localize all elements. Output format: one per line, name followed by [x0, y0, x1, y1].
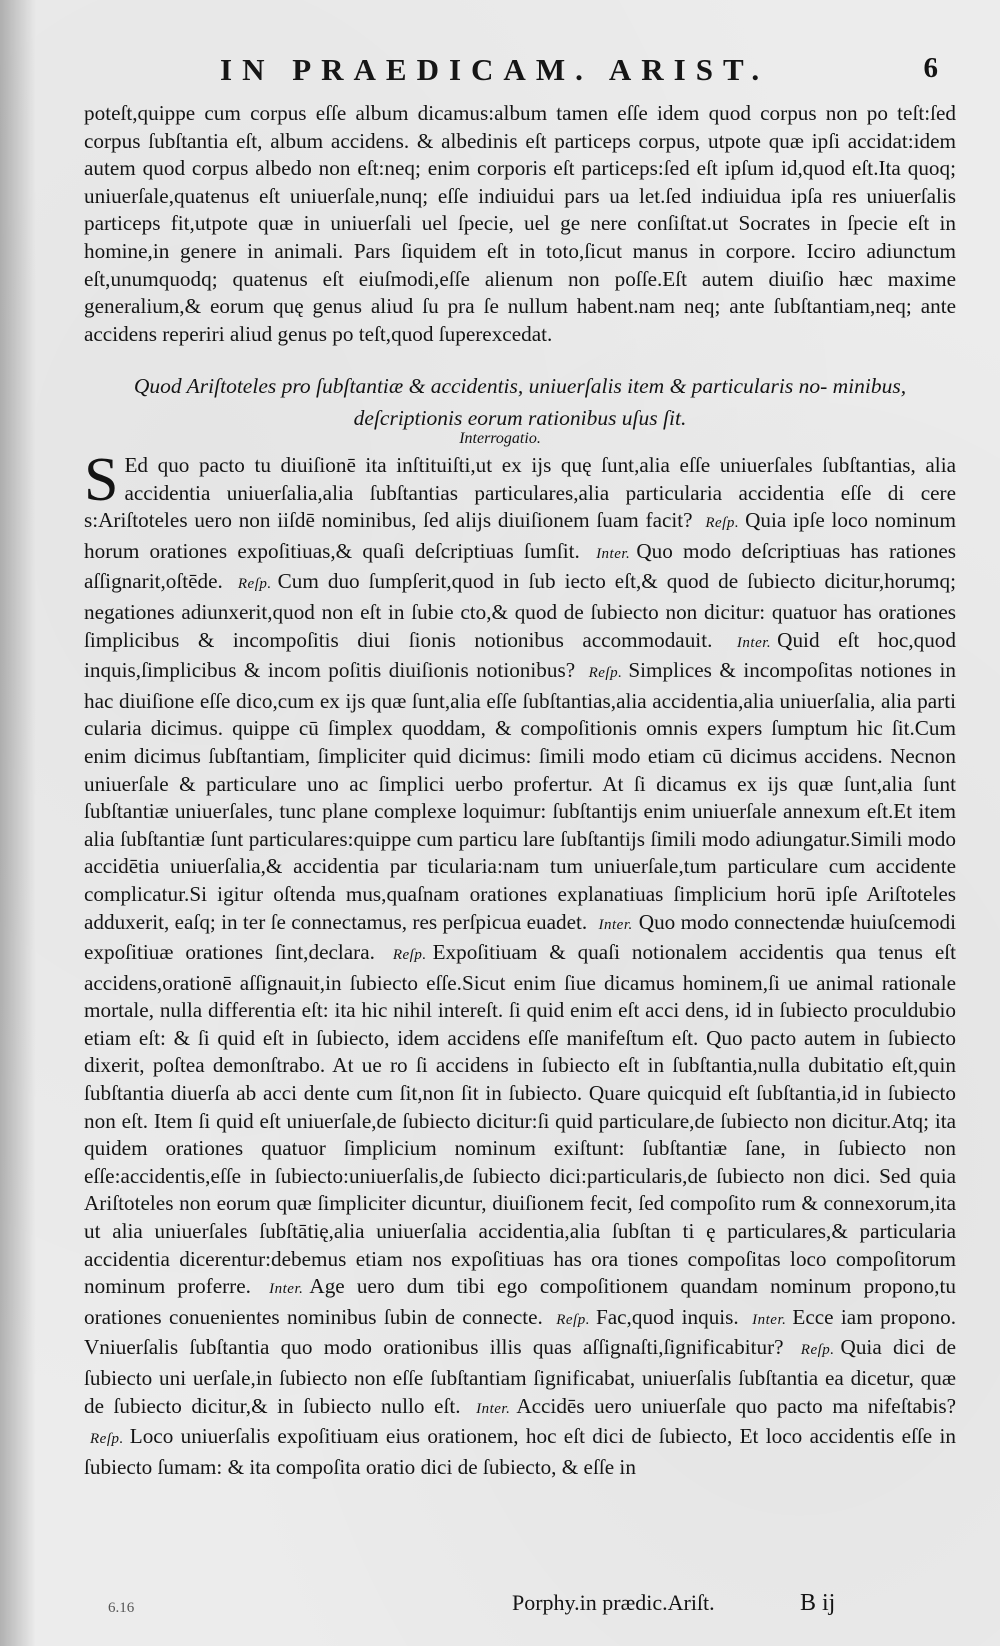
inter-label: Inter. — [736, 634, 772, 651]
dialogue-segment: Quia dici de ſubiecto uni uerſale,in ſubiecto non eſſe ſubſtantiam ſignificabat, uniuerſalis ſubſtantia ea dicetur, quæ de ſubiecto dicitur,& in ſubiecto nullo eſt. — [84, 1335, 956, 1418]
dialogue-segment: Ed quo pacto tu diuiſionē ita inſtituiſti,ut ex ijs quę ſunt,alia eſſe uniuerſales ſubſtantias, alia accidentia uniuerſalia,alia ſubſtantias particulares,alia particularia accidentia eſſe di cere s:Ariſtoteles uero non iiſdē nominibus, ſed alijs diuiſionem ſuam facit? — [84, 453, 956, 533]
dialogue-segment: Cum duo ſumpſerit,quod in ſub iecto eſt,& quod de ſubiecto dicitur,horumq; negationes adiunxerit,quod non eſt in ſubie cto,& quod de ſubiecto non dicitur: quatuor has orationes ſimplicibus & incompoſitis diui ſionis notionibus accommodauit. — [84, 569, 957, 652]
resp-label: Reſp. — [90, 1431, 124, 1448]
running-head: IN PRAEDICAM. ARIST. — [220, 52, 770, 87]
dialogue-segment: Quia ipſe loco nominum horum orationes expoſitiuas,& quaſi deſcriptiuas ſumſit. — [84, 508, 956, 563]
resp-label: Reſp. — [556, 1311, 590, 1328]
dialogue-segment: Accidēs uero uniuerſale quo pacto ma nifeſtabis? — [516, 1393, 956, 1418]
resp-label: Reſp. — [705, 515, 740, 532]
resp-label: Reſp. — [588, 665, 623, 682]
dialogue-text — [84, 446, 957, 1481]
resp-label: Reſp. — [800, 1342, 835, 1359]
folio-note: 6.16 — [108, 1600, 135, 1616]
inter-label: Inter. — [596, 545, 631, 562]
dialogue-segment: Quo modo connectendæ huiuſcemodi expoſitiuæ orationes ſint,declara. — [84, 909, 956, 965]
paragraph-text: poteſt,quippe cum corpus eſſe album dicamus:album tamen eſſe idem quod corpus non po teſt:ſed corpus ſubſtantia eſt, album accidens. & albedinis eſt particeps corpus, utpote quæ ipſi accidat:idem autem quod corpus albedo non eſt:neq; enim corporis eſt particeps:ſed eſt ipſum id,quod eſt.Ita quoq; uniuerſale,quatenus eſt uniuerſale,nunq; eſſe indiuidui pars ua let.ſed indiuidua ipſa res uniuerſalis particeps fit,utpote quæ in uniuerſali uel ſpecie, uel ge nere conſiſtat.ut Socrates in ſpecie eſt in homine,in genere in animali. Pars ſiquidem eſt in toto,ſicut manus in corpore. Icciro adiunctum eſt,unumquodq; quatenus eſt eiuſmodi,eſſe alienum non poſſe.Eſt autem diuiſio hæc maxime generalium,& eorum quę genus aliud ſu pra ſe nullum habent.nam neq; ante ſubſtantiam,neq; ante accidens reperiri aliud genus po teſt,quod ſuperexcedat. — [84, 101, 956, 346]
inter-label: Inter. — [476, 1400, 511, 1417]
resp-label: Reſp. — [237, 576, 272, 593]
dialogue-segment: Expoſitiuam & quaſi notionalem accidentis qua tenus eſt accidens,orationē aſſignauit,in ſubiecto eſſe.Sicut enim ſiue dicamus hominem,ſi ue animal rationale mortale, nulla differentia eſt: ita hic nihil intereſt. ſi quid enim eſt acci dens, id in ſubiecto proculdubio etiam eſt: & ſi quid eſt in ſubiecto, idem accidens eſſe manifeſtum eſt. Quo pacto autem in ſubiecto dixerit, poſtea demonſtrabo. At ue ro ſi accidens in ſubiecto eſt in ſubſtantia,nulla dubitatio eſt,quin ſubſtantia diuerſa ab acci dente cum ſit,non ſit in ſubiecto. Quare quicquid eſt ſubſtantia,id in ſubiecto non eſt. Item ſi quid eſt uniuerſale,de ſubiecto dicitur:ſi quid particulare,de ſubiecto non dicitur.Atq; ita quidem orationes quatuor ſimplicium nominum exiſtunt: ſubſtantiæ ſane, in ſubiecto non eſſe:accidentis,eſſe in ſubiecto:uniuerſalis,de ſubiecto dici:particularis,de ſubiecto non dici. Sed quia Ariſtoteles non eorum quæ ſimpliciter dicuntur, diuiſionem fecit, ſed compoſito rum & connexorum,ita ut alia uniuerſales ſubſtātię,alia uniuerſalia accidentia,alia ſubſtan ti ę particulares,& particularia accidentia dicerentur:debemus etiam nos expoſitiuas has ora tiones compoſitas loco compoſitorum nominum proferre. — [84, 940, 956, 1299]
body-paragraph-1 — [84, 100, 956, 348]
signature-mark: B ij — [800, 1590, 836, 1616]
section-heading: Quod Ariſtoteles pro ſubſtantiæ & accidentis, uniuerſalis item & particularis no- minibus, deſcriptionis eorum rationibus uſus ſit. — [133, 374, 907, 430]
dialogue-segment: Quo modo deſcriptiuas has rationes aſſignarit,oſtēde. — [84, 538, 957, 594]
signature-text: Porphy.in prædic.Ariſt. — [512, 1590, 715, 1615]
page-footer — [0, 1590, 1000, 1630]
inter-label: Inter. — [598, 916, 633, 933]
dialogue-segment: Simplices & incompoſitas notiones in hac diuiſione eſſe dico,cum ex ijs quæ ſunt,alia eſſe ſubſtantias,alia accidentia,alia uniuerſalia, alia parti cularia dicimus. quippe cū ſimplex quoddam, & compoſitionis omnis expers ſumptum hic ſit.Cum enim dicimus ſubſtantiam, ſimpliciter quid dicimus: ſimili modo etiam cū dicimus accidens. Necnon uniuerſale & particulare uno ac ſimplici uerbo profertur. At ſi dicamus ex ijs quæ ſunt,alia ſunt ſubſtantiæ uniuerſales, tunc plane complexe loquimur: ſubſtantijs enim uniuerſale annexum eſt.Et item alia ſubſtantiæ ſunt particulares:quippe cum particu lare ſubſtantijs ſimili modo adiungatur.Simili modo accidētia uniuerſalia,& accidentia par ticularia:nam tum uniuerſale,tum particulare cum accidente complicatur.Si igitur oſtenda mus,quaſnam orationes explanatiuas ſimplicium horū ipſe Ariſtoteles adduxerit, eaſq; in ter ſe connectamus, res perſpicua euadet. — [84, 658, 956, 934]
dialogue-segment: Age uero dum tibi ego compoſitionem quandam nominum propono,tu orationes conuenientes nominibus ſubin de connecte. — [84, 1274, 956, 1329]
interrogatio-label: Interrogatio. — [459, 430, 541, 447]
dialogue-segment: Fac,quod inquis. — [595, 1304, 739, 1329]
inter-label: Inter. — [269, 1281, 304, 1298]
page-number: 6 — [923, 52, 938, 84]
page-header — [150, 52, 960, 96]
body-paragraph-2 — [84, 446, 957, 1481]
dialogue-segment: Loco uniuerſalis expoſitiuam eius orationem, hoc eſt dici de ſubiecto, Et loco accidentis eſſe in ſubiecto ſumam: & ita compoſita oratio dici de ſubiecto, & eſſe in — [84, 1424, 956, 1479]
dialogue-segment: Quid eſt hoc,quod inquis,ſimplicibus & incom poſitis diuiſionis notionibus? — [84, 627, 956, 683]
page-gutter-shadow — [0, 0, 36, 1646]
dialogue-segment: Ecce iam propono. Vniuerſalis ſubſtantia quo modo orationibus illis quas aſſignaſti,ſignificabitur? — [84, 1304, 956, 1360]
drop-capital: S — [84, 446, 119, 514]
inter-label: Inter. — [752, 1311, 787, 1328]
resp-label: Reſp. — [392, 947, 427, 964]
